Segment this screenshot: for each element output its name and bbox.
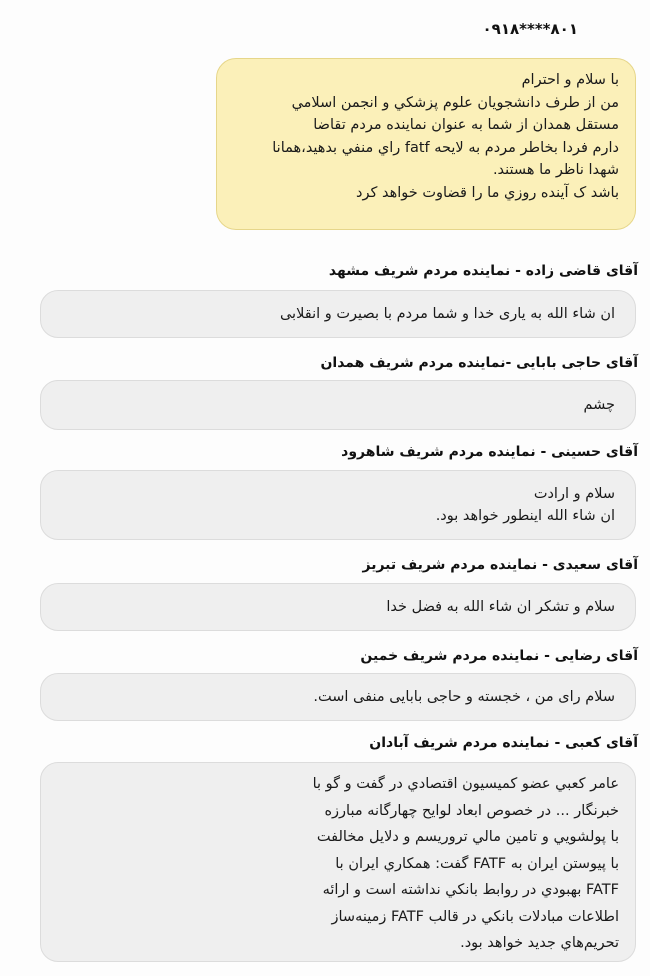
reply-message-bubble <box>40 470 636 540</box>
sent-message-line: دارم فردا بخاطر مردم به لايحه fatf راي منفي بدهيد،همانا <box>272 139 619 156</box>
sent-message-line: باشد ک آينده روزي ما را قضاوت خواهد کرد <box>356 184 619 201</box>
reply-message-line: سلام و ارادت <box>533 486 615 502</box>
reply-message-line: عامر کعبي عضو کميسيون اقتصادي در گفت و گو با <box>312 776 619 792</box>
sent-message-line: با سلام و احترام <box>521 72 619 88</box>
reply-message-line: با پولشويي و تامين مالي تروريسم و دلايل مخالفت <box>316 829 619 845</box>
reply-message-bubble <box>40 583 636 631</box>
reply-message-bubble <box>40 290 636 338</box>
sent-message-line: مستقل همدان از شما به عنوان نماينده مردم تقاضا <box>313 117 619 133</box>
sender-phone-number: ۰۹۱۸****۸۰۱ <box>482 20 578 38</box>
reply-message-line: اطلاعات مبادلات بانکي در قالب FATF زمينه‌ساز <box>331 908 619 925</box>
reply-message-line: خبرنگار ... در خصوص ابعاد لوايح چهارگانه مبارزه <box>324 802 619 819</box>
reply-message-line: ان شاء الله اینطور خواهد بود. <box>435 508 615 524</box>
reply-message-bubble <box>40 380 636 430</box>
reply-message-bubble <box>40 762 636 962</box>
reply-message-line: چشم <box>583 397 615 413</box>
sent-message-line: شهدا ناظر ما هستند. <box>492 162 619 178</box>
reply-message-line: تحريم‌هاي جديد خواهد بود. <box>460 935 619 951</box>
reply-message-line: ان شاء الله به یاری خدا و شما مردم با بصیرت و انقلابی <box>279 306 615 322</box>
sent-message-bubble <box>216 58 636 230</box>
reply-message-line: FATF بهبودي در روابط بانکي نداشته است و ارائه <box>322 882 619 898</box>
reply-message-line: سلام و تشکر ان شاء الله به فضل خدا <box>386 599 615 615</box>
reply-message-line: با پيوستن ايران به FATF گفت: همکاري ايران با <box>335 855 619 872</box>
reply-sender-label: آقای سعیدی - نماینده مردم شریف تبریز <box>362 557 638 573</box>
reply-sender-label: آقای قاضی زاده - نماینده مردم شریف مشهد <box>328 263 638 279</box>
reply-sender-label: آقای رضایی - نماینده مردم شریف خمین <box>360 648 638 664</box>
reply-sender-label: آقای حاجی بابایی -نماینده مردم شریف همدان <box>320 355 638 371</box>
reply-sender-label: آقای حسینی - نماینده مردم شریف شاهرود <box>341 444 638 460</box>
sent-message-line: من از طرف دانشجويان علوم پزشکي و انجمن اسلامي <box>291 94 619 111</box>
reply-sender-label: آقای کعبی - نماینده مردم شریف آبادان <box>369 735 638 751</box>
reply-message-line: سلام رای من ، خجسته و حاجی بابایی منفی است. <box>313 689 615 705</box>
reply-message-bubble <box>40 673 636 721</box>
